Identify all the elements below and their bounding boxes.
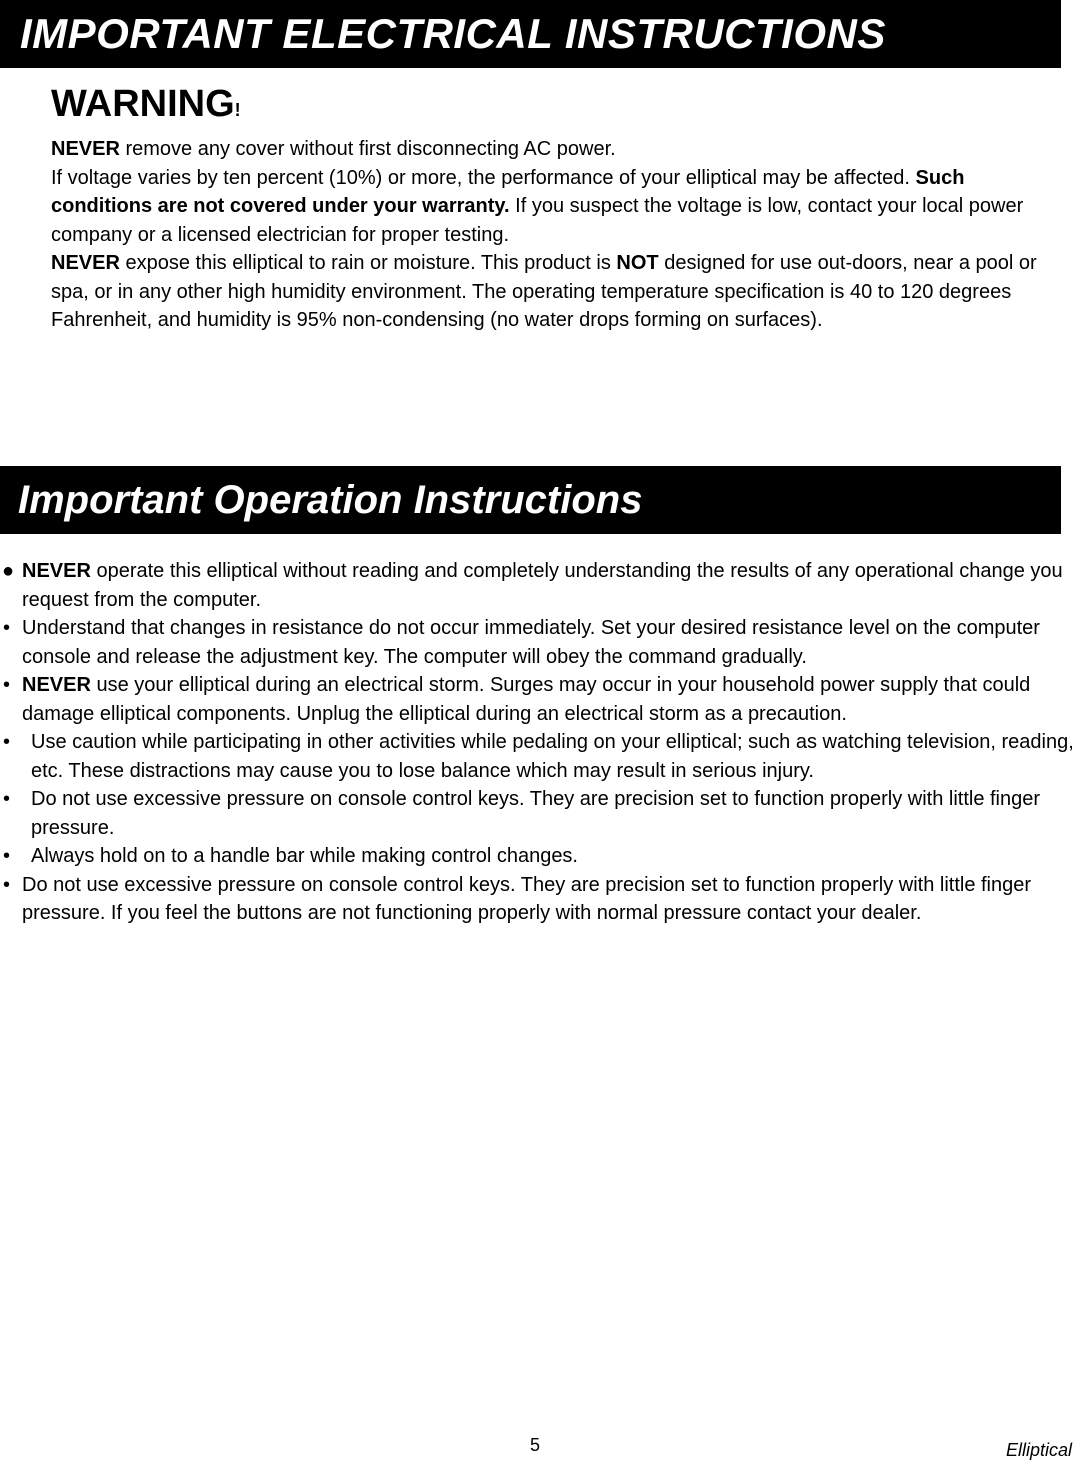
list-item: • Do not use excessive pressure on console control keys. They are precision set to function properly with little finger pressure. If you feel the buttons are not functioning properly with normal pressure contact your dealer. [0, 871, 1076, 928]
section-title-electrical: IMPORTANT ELECTRICAL INSTRUCTIONS [20, 10, 886, 57]
list-item: • Do not use excessive pressure on console control keys. They are precision set to function properly with little finger pressure. [0, 785, 1076, 842]
bullet-icon: • [3, 674, 11, 696]
operation-list [0, 557, 1076, 928]
warning-paragraph-2: If voltage varies by ten percent (10%) or more, the performance of your elliptical may be affected. Such conditions are not covered under your warranty. If you suspect the voltage is low, contact your local power company or a licensed electrician for proper testing. [51, 166, 1024, 246]
page-number: 5 [530, 1435, 541, 1455]
warning-paragraph-1: NEVER remove any cover without first disconnecting AC power. [51, 138, 616, 160]
list-item: • Always hold on to a handle bar while making control changes. [0, 842, 1076, 871]
bullet-icon: • [3, 788, 11, 810]
section-header-operation [0, 466, 1061, 534]
bullet-icon: • [3, 873, 11, 896]
list-item: • Understand that changes in resistance do not occur immediately. Set your desired resistance level on the computer console and release the adjustment key. The computer will obey the command gradually. [0, 614, 1076, 671]
section-header-electrical [0, 0, 1061, 68]
section-title-operation: Important Operation Instructions [18, 477, 643, 522]
bullet-icon: • [3, 617, 11, 639]
list-item: • Use caution while participating in other activities while pedaling on your elliptical; such as watching television, reading, etc. These distractions may cause you to lose balance which may result in serious injury. [0, 728, 1076, 785]
warning-exclamation: ! [234, 100, 241, 120]
list-item: ● NEVER operate this elliptical without reading and completely understanding the results of any operational change you request from the computer. [0, 557, 1076, 614]
bullet-icon: • [3, 731, 11, 753]
bullet-dot-icon: ● [2, 560, 15, 582]
bullet-icon: • [3, 845, 11, 867]
list-item: • NEVER use your elliptical during an electrical storm. Surges may occur in your household power supply that could damage elliptical components. Unplug the elliptical during an electrical storm as a precaution. [0, 671, 1076, 728]
footer-product-name: Elliptical [1005, 1440, 1072, 1460]
warning-paragraph-3: NEVER expose this elliptical to rain or moisture. This product is NOT designed for use out-doors, near a pool or spa, or in any other high humidity environment. The operating temperature specification is 40 to 120 degrees Fahrenheit, and humidity is 95% non-condensing (no water drops forming on surfaces). [51, 252, 1037, 331]
warning-block [51, 82, 1061, 335]
warning-title: WARNING! [51, 83, 241, 125]
